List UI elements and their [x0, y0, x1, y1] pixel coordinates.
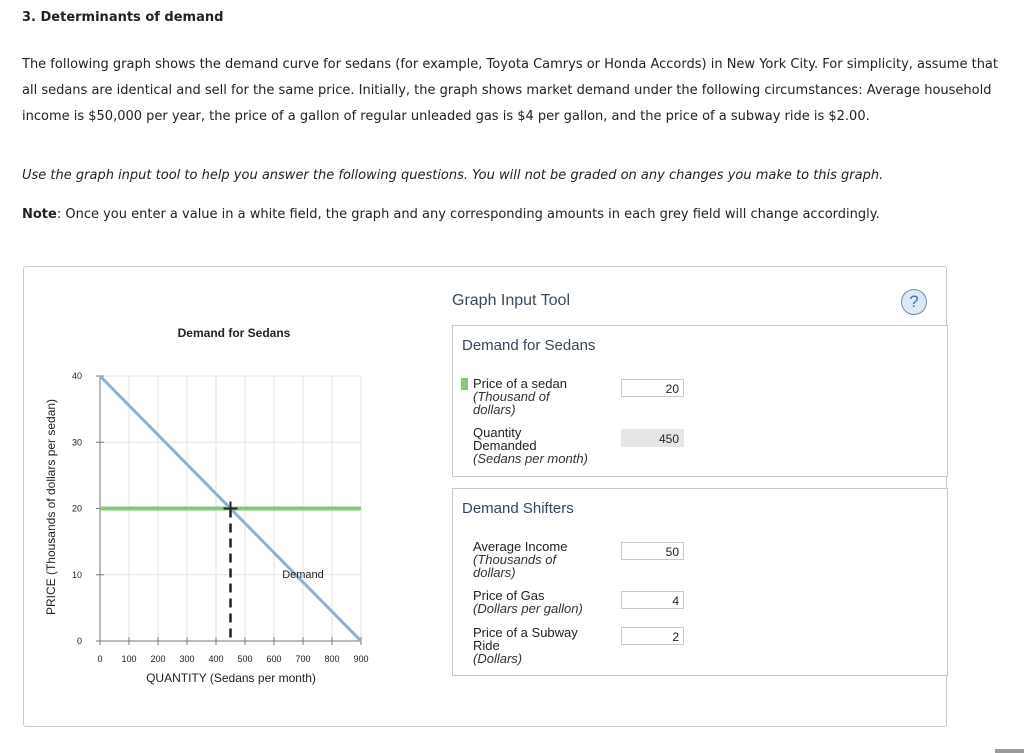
graph-panel	[23, 266, 947, 727]
demand-box	[452, 325, 948, 477]
note-text	[22, 207, 880, 222]
note-body: : Once you enter a value in a white field, the graph and any corresponding amounts in each grey field will change accordingly.	[56, 207, 880, 222]
x-tick-label: 700	[295, 654, 311, 664]
demand-box-title: Demand for Sedans	[462, 337, 596, 354]
quantity-label	[473, 426, 588, 465]
demand-curve-label: Demand	[282, 568, 324, 581]
intro-paragraph: The following graph shows the demand curve for sedans (for example, Toyota Camrys or Honda Accords) in New York City. For simplicity, assume that all sedans are identical and sell for the same price. Initially, the graph shows market demand under the following circumstances: Average household income is $50,000 per year, the price of a gallon of regular unleaded gas is $4 per gallon, and the price of a subway ride is $2.00.	[22, 57, 998, 124]
plot-area	[72, 371, 369, 664]
price-label	[473, 377, 573, 416]
y-tick-label: 20	[71, 503, 82, 514]
x-tick-label: 300	[179, 654, 195, 664]
x-tick-label: 600	[266, 654, 282, 664]
corner-scroll-bar	[995, 749, 1024, 753]
x-tick-label: 800	[324, 654, 340, 664]
y-tick-label: 0	[76, 636, 82, 646]
income-unit: (Thousands of dollars)	[473, 552, 557, 580]
demand-chart	[24, 267, 424, 726]
help-icon[interactable]: ?	[901, 289, 927, 315]
gas-input[interactable]: 4	[621, 591, 684, 609]
quantity-label-text: Quantity Demanded	[473, 425, 537, 453]
y-tick-label: 30	[71, 437, 82, 448]
x-tick-label: 400	[208, 654, 224, 664]
income-label-text: Average Income	[473, 539, 568, 554]
section-heading: 3. Determinants of demand	[22, 10, 224, 25]
chart-title: Demand for Sedans	[177, 326, 291, 340]
shifters-box-title: Demand Shifters	[462, 500, 574, 517]
x-tick-label: 900	[353, 654, 369, 664]
x-axis-label: QUANTITY (Sedans per month)	[146, 671, 316, 685]
quantity-unit: (Sedans per month)	[473, 451, 588, 466]
x-tick-label: 0	[97, 654, 103, 664]
income-input[interactable]: 50	[621, 542, 684, 560]
subway-unit: (Dollars)	[473, 651, 523, 666]
x-tick-label: 200	[150, 654, 166, 664]
gas-unit: (Dollars per gallon)	[473, 601, 583, 616]
gas-label-text: Price of Gas	[473, 588, 545, 603]
subway-label-text: Price of a Subway Ride	[473, 625, 578, 653]
x-tick-label: 100	[121, 654, 137, 664]
y-axis-label: PRICE (Thousands of dollars per sedan)	[44, 398, 58, 616]
subway-label	[473, 626, 598, 665]
price-legend-swatch	[461, 378, 468, 390]
price-input[interactable]: 20	[621, 379, 684, 397]
note-label: Note	[22, 207, 57, 222]
y-tick-label: 40	[71, 371, 82, 381]
price-unit: (Thousand of dollars)	[473, 389, 550, 417]
shifters-box	[452, 488, 948, 676]
subway-input[interactable]: 2	[621, 627, 684, 645]
quantity-output: 450	[621, 429, 684, 447]
y-tick-label: 10	[71, 569, 82, 580]
instruction-text: Use the graph input tool to help you answer the following questions. You will not be graded on any changes you make to this graph.	[22, 168, 884, 183]
price-label-text: Price of a sedan	[473, 376, 567, 391]
x-tick-label: 500	[237, 654, 253, 664]
graph-input-tool-title: Graph Input Tool	[452, 292, 571, 309]
gas-label	[473, 589, 583, 615]
income-label	[473, 540, 573, 579]
